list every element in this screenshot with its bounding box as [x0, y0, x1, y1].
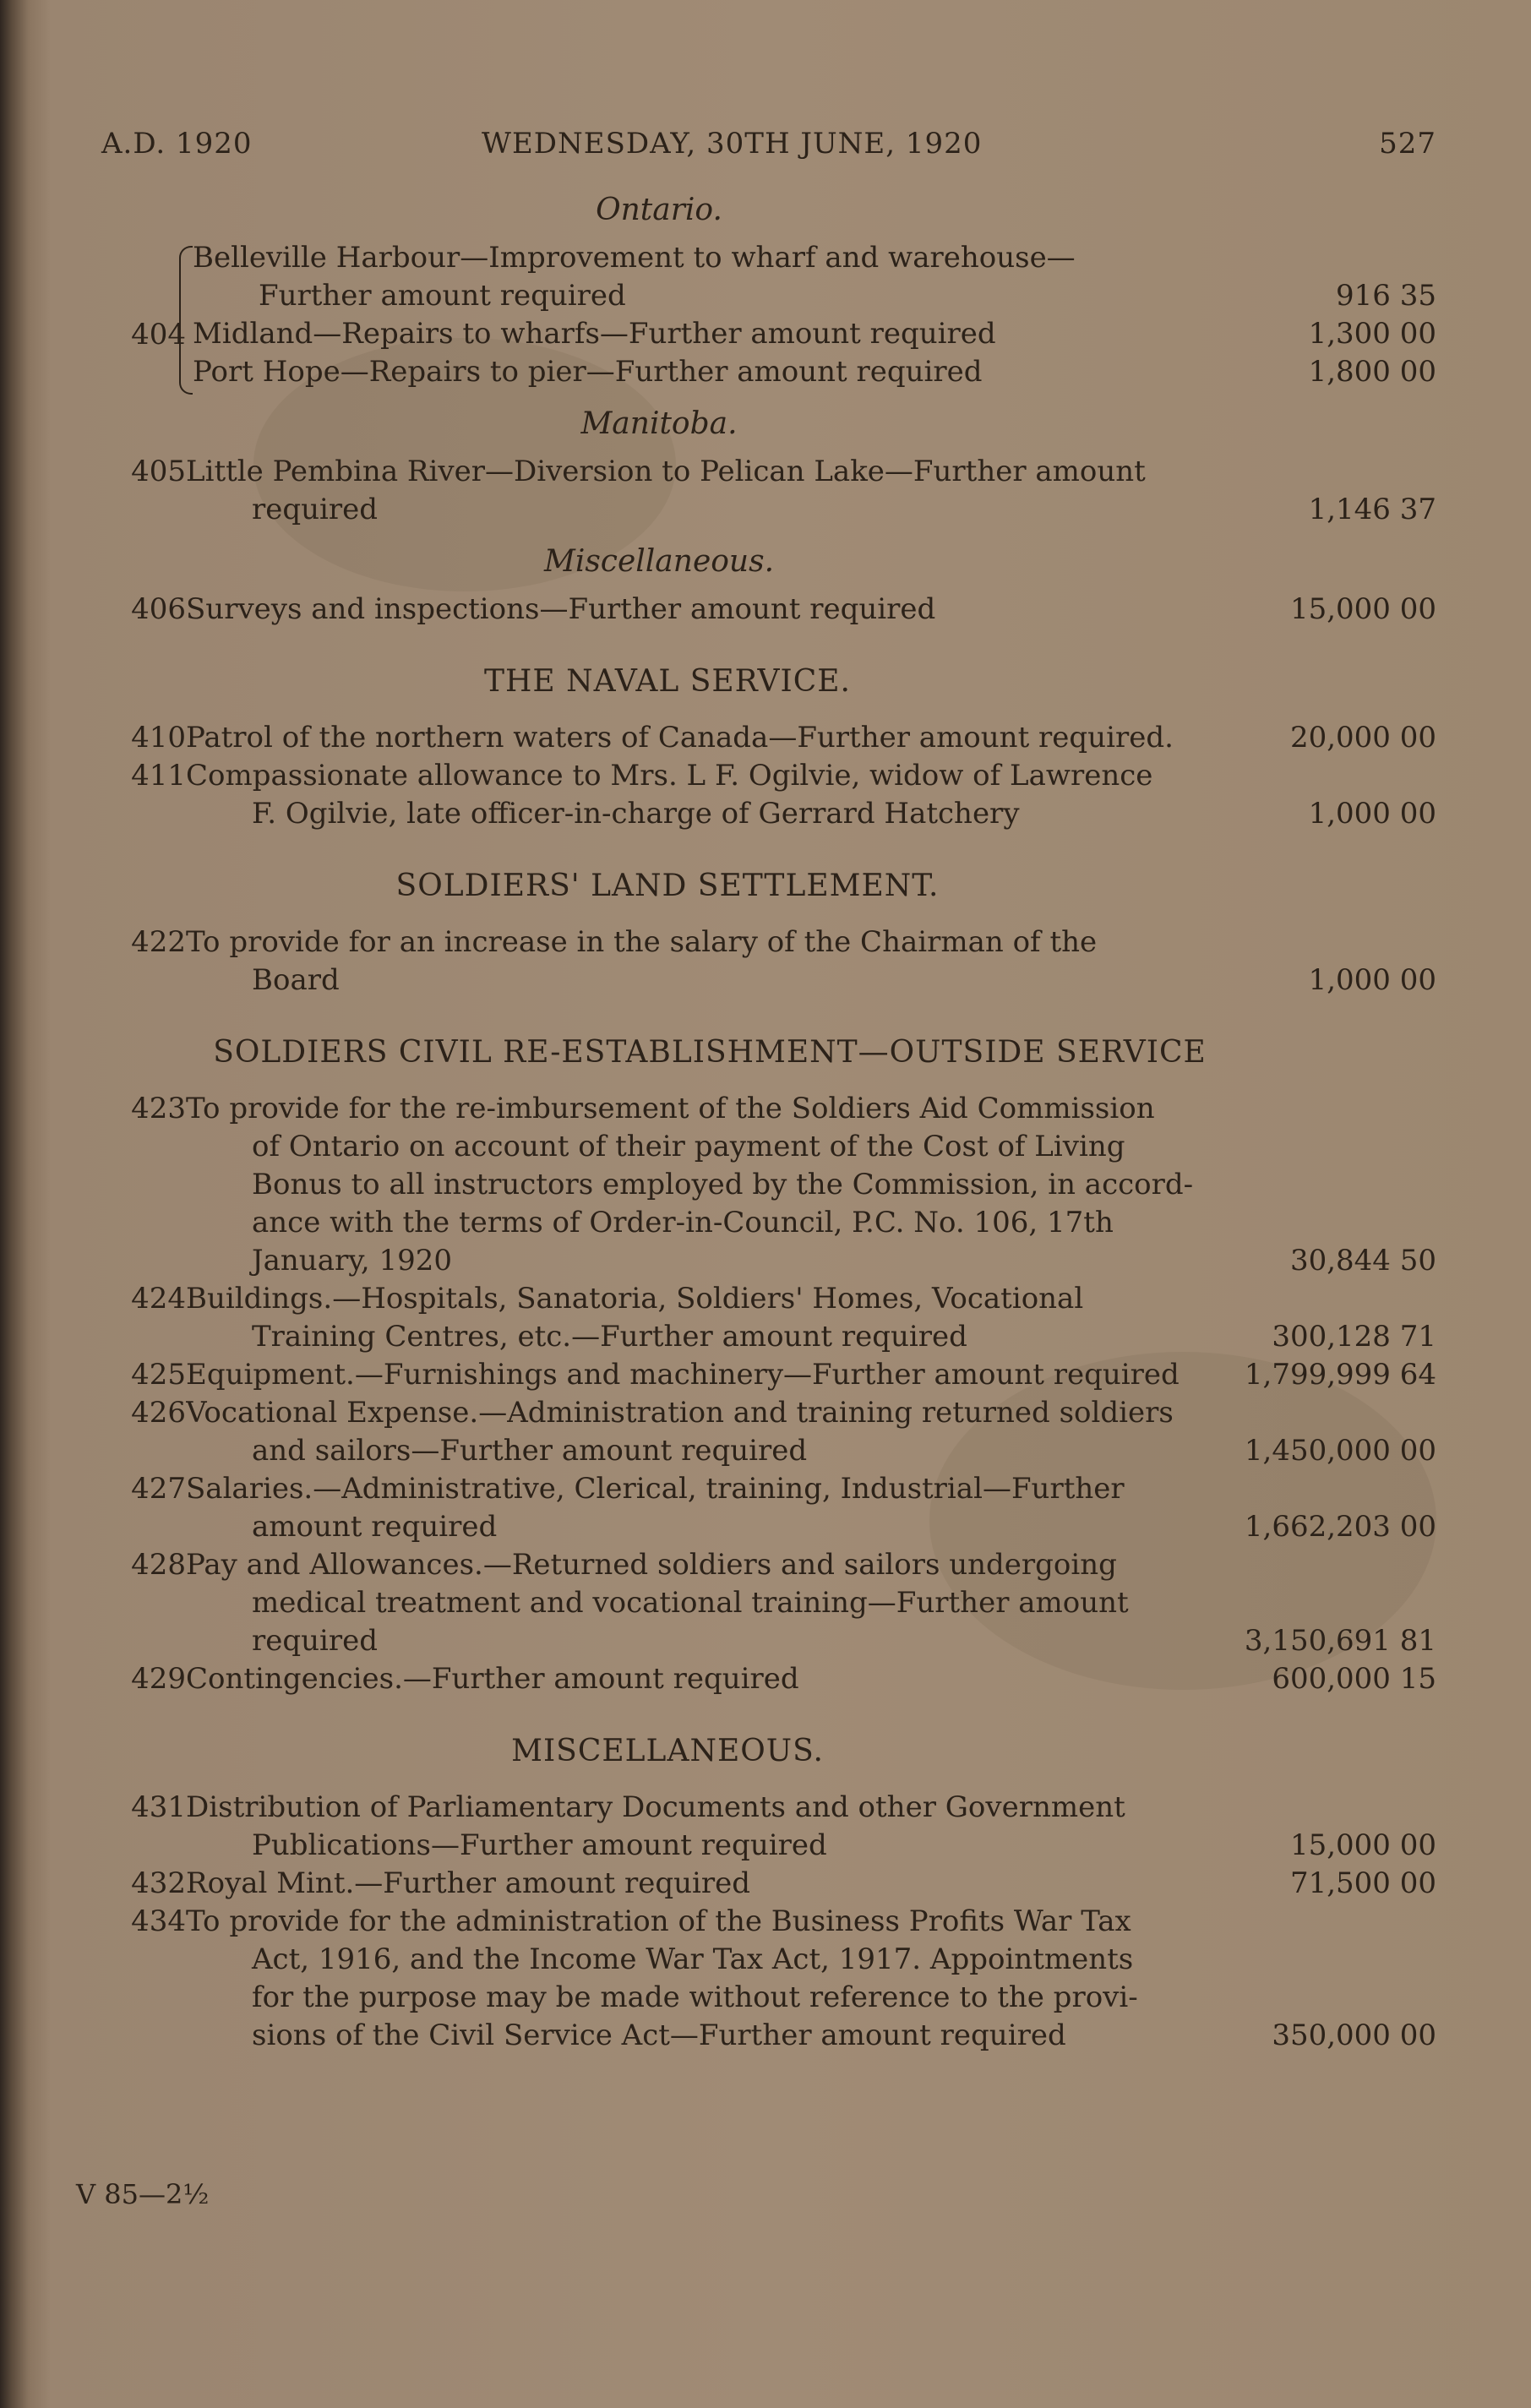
description-line	[186, 1622, 1301, 1660]
description-line	[186, 962, 1301, 1000]
description-text: Buildings.—Hospitals, Sanatoria, Soldiers' Homes, Vocational	[186, 1282, 1084, 1316]
line-item	[101, 1660, 1436, 1698]
item-number: 425	[131, 1358, 186, 1392]
section-heading: Miscellaneous.	[543, 544, 775, 579]
item-number: 429	[131, 1662, 186, 1696]
description-text: Contingencies.—Further amount required	[186, 1662, 799, 1696]
description-text: Act, 1916, and the Income War Tax Act, 1917. Appointments	[252, 1942, 1134, 1976]
description-line	[186, 1789, 1301, 1827]
description-line	[186, 453, 1301, 491]
description-line	[186, 1660, 1301, 1698]
description-line	[193, 239, 1308, 277]
item-amount: 1,800 00	[1308, 355, 1436, 389]
line-item	[101, 923, 1436, 1000]
description-text: ance with the terms of Order-in-Council, P.C. No. 106, 17th	[252, 1206, 1114, 1239]
item-description	[186, 591, 1301, 629]
line-item	[101, 591, 1436, 629]
description-line	[186, 1204, 1301, 1242]
section-heading: SOLDIERS' LAND SETTLEMENT.	[395, 869, 940, 903]
item-amount: 1,799,999 64	[1244, 1358, 1436, 1392]
item-amount: 1,000 00	[1308, 797, 1436, 831]
item-number: 422	[131, 925, 186, 959]
description-text: Little Pembina River—Diversion to Pelican Lake—Further amount	[186, 455, 1146, 488]
description-line	[186, 719, 1301, 757]
item-amount: 350,000 00	[1272, 2018, 1436, 2052]
description-text: required	[252, 493, 379, 526]
section-heading: MISCELLANEOUS.	[511, 1734, 824, 1768]
item-description	[186, 1090, 1301, 1280]
description-text: To provide for an increase in the salary of the Chairman of the	[186, 925, 1098, 959]
item-amount: 1,000 00	[1308, 963, 1436, 997]
item-number: 411	[131, 759, 186, 793]
header-date: WEDNESDAY, 30TH JUNE, 1920	[482, 127, 983, 161]
line-item	[101, 353, 1436, 391]
description-text: Pay and Allowances.—Returned soldiers and sailors undergoing	[186, 1548, 1117, 1582]
item-amount: 15,000 00	[1289, 1828, 1436, 1862]
item-number: 405	[131, 455, 186, 488]
description-text: To provide for the re-imbursement of the Soldiers Aid Commission	[186, 1092, 1155, 1125]
description-text: Training Centres, etc.—Further amount required	[252, 1320, 967, 1354]
description-line	[186, 1394, 1301, 1432]
item-description	[186, 719, 1301, 757]
description-text: Distribution of Parliamentary Documents and other Government	[186, 1790, 1125, 1824]
description-line	[186, 1470, 1301, 1508]
item-description	[186, 923, 1301, 1000]
item-amount: 916 35	[1336, 279, 1436, 313]
document-body	[101, 127, 1436, 2055]
description-line	[186, 591, 1301, 629]
description-line	[186, 1242, 1301, 1280]
description-text: January, 1920	[252, 1244, 453, 1278]
description-line	[193, 277, 1308, 315]
item-number: 410	[131, 721, 186, 755]
item-amount: 1,300 00	[1308, 317, 1436, 351]
line-item	[101, 1789, 1436, 1865]
item-description	[193, 315, 1308, 353]
description-text: Belleville Harbour—Improvement to wharf and warehouse—	[193, 241, 1076, 275]
description-text: Publications—Further amount required	[252, 1828, 827, 1862]
description-text: and sailors—Further amount required	[252, 1434, 808, 1468]
description-text: Vocational Expense.—Administration and training returned soldiers	[186, 1396, 1174, 1430]
description-text: Patrol of the northern waters of Canada—Further amount required.	[186, 721, 1174, 755]
description-text: Equipment.—Furnishings and machinery—Further amount required	[186, 1358, 1180, 1392]
description-line	[186, 1903, 1301, 1941]
description-line	[186, 491, 1301, 529]
description-text: of Ontario on account of their payment of the Cost of Living	[252, 1130, 1125, 1163]
item-description	[186, 1470, 1301, 1546]
description-line	[186, 1508, 1301, 1546]
bracketed-group	[101, 239, 1436, 391]
description-line	[186, 1979, 1301, 2017]
description-text: Royal Mint.—Further amount required	[186, 1866, 751, 1900]
section-heading: Ontario.	[596, 193, 722, 227]
item-number: 406	[131, 592, 186, 626]
item-description	[186, 757, 1301, 833]
item-amount: 300,128 71	[1272, 1320, 1436, 1354]
section-heading: SOLDIERS CIVIL RE-ESTABLISHMENT—OUTSIDE SERVICE	[213, 1035, 1207, 1070]
item-number: 434	[131, 1904, 186, 1938]
description-text: Salaries.—Administrative, Clerical, training, Industrial—Further	[186, 1472, 1125, 1506]
line-item	[101, 1470, 1436, 1546]
line-item	[101, 453, 1436, 529]
item-number: 404	[131, 318, 186, 351]
description-text: Bonus to all instructors employed by the Commission, in accord-	[252, 1168, 1194, 1201]
item-number: 423	[131, 1092, 186, 1125]
description-line	[186, 1090, 1301, 1128]
description-line	[193, 353, 1308, 391]
item-description	[186, 1280, 1301, 1356]
item-description	[193, 239, 1308, 315]
description-text: required	[252, 1624, 379, 1658]
item-number: 431	[131, 1790, 186, 1824]
description-text: F. Ogilvie, late officer-in-charge of Gerrard Hatchery	[252, 797, 1020, 831]
description-line	[186, 757, 1301, 795]
line-item	[101, 1865, 1436, 1903]
description-line	[186, 1166, 1301, 1204]
item-description	[193, 353, 1308, 391]
line-item	[101, 719, 1436, 757]
description-line	[186, 1546, 1301, 1584]
description-line	[186, 795, 1301, 833]
item-description	[186, 1865, 1301, 1903]
item-number: 424	[131, 1282, 186, 1316]
description-text: Further amount required	[259, 279, 626, 313]
item-amount: 600,000 15	[1272, 1662, 1436, 1696]
description-text: Compassionate allowance to Mrs. L F. Ogilvie, widow of Lawrence	[186, 759, 1153, 793]
description-text: for the purpose may be made without reference to the provi-	[252, 1980, 1138, 2014]
item-amount: 1,450,000 00	[1244, 1434, 1436, 1468]
item-amount: 3,150,691 81	[1244, 1624, 1436, 1658]
description-line	[186, 1280, 1301, 1318]
description-line	[193, 315, 1308, 353]
item-description	[186, 1903, 1301, 2055]
item-amount: 71,500 00	[1289, 1866, 1436, 1900]
item-amount: 1,146 37	[1308, 493, 1436, 526]
description-text: Surveys and inspections—Further amount required	[186, 592, 936, 626]
item-amount: 15,000 00	[1289, 592, 1436, 626]
line-item	[101, 1280, 1436, 1356]
description-line	[186, 2017, 1301, 2055]
page-number: 527	[1379, 127, 1436, 161]
description-line	[186, 1432, 1301, 1470]
section-heading: Manitoba.	[580, 406, 738, 441]
item-description	[186, 1394, 1301, 1470]
description-line	[186, 923, 1301, 962]
description-text: amount required	[252, 1510, 498, 1544]
item-number: 428	[131, 1548, 186, 1582]
description-text: Port Hope—Repairs to pier—Further amount required	[193, 355, 983, 389]
item-amount: 1,662,203 00	[1244, 1510, 1436, 1544]
item-description	[186, 453, 1301, 529]
item-description	[186, 1789, 1301, 1865]
item-amount: 30,844 50	[1289, 1244, 1436, 1278]
line-item	[101, 1356, 1436, 1394]
item-number: 426	[131, 1396, 186, 1430]
item-description	[186, 1660, 1301, 1698]
item-description	[186, 1356, 1301, 1394]
description-text: Board	[252, 963, 340, 997]
line-item	[101, 1394, 1436, 1470]
description-line	[186, 1941, 1301, 1979]
description-line	[186, 1128, 1301, 1166]
item-number: 432	[131, 1866, 186, 1900]
description-line	[186, 1318, 1301, 1356]
description-line	[186, 1584, 1301, 1622]
section-heading: THE NAVAL SERVICE.	[484, 664, 851, 699]
line-item	[101, 1546, 1436, 1660]
line-item	[101, 757, 1436, 833]
description-line	[186, 1827, 1301, 1865]
line-item	[101, 239, 1436, 315]
description-text: To provide for the administration of the Business Profits War Tax	[186, 1904, 1131, 1938]
description-text: Midland—Repairs to wharfs—Further amount required	[193, 317, 996, 351]
page-header	[101, 127, 1436, 177]
line-item	[101, 1090, 1436, 1280]
item-description	[186, 1546, 1301, 1660]
signature-mark: V 85—2½	[76, 2178, 210, 2210]
content	[101, 193, 1436, 2055]
description-line	[186, 1356, 1301, 1394]
item-number: 427	[131, 1472, 186, 1506]
description-line	[186, 1865, 1301, 1903]
header-year: A.D. 1920	[101, 127, 253, 161]
line-item	[101, 315, 1436, 353]
line-item	[101, 1903, 1436, 2055]
description-text: medical treatment and vocational training—Further amount	[252, 1586, 1129, 1620]
item-amount: 20,000 00	[1289, 721, 1436, 755]
description-text: sions of the Civil Service Act—Further amount required	[252, 2018, 1066, 2052]
